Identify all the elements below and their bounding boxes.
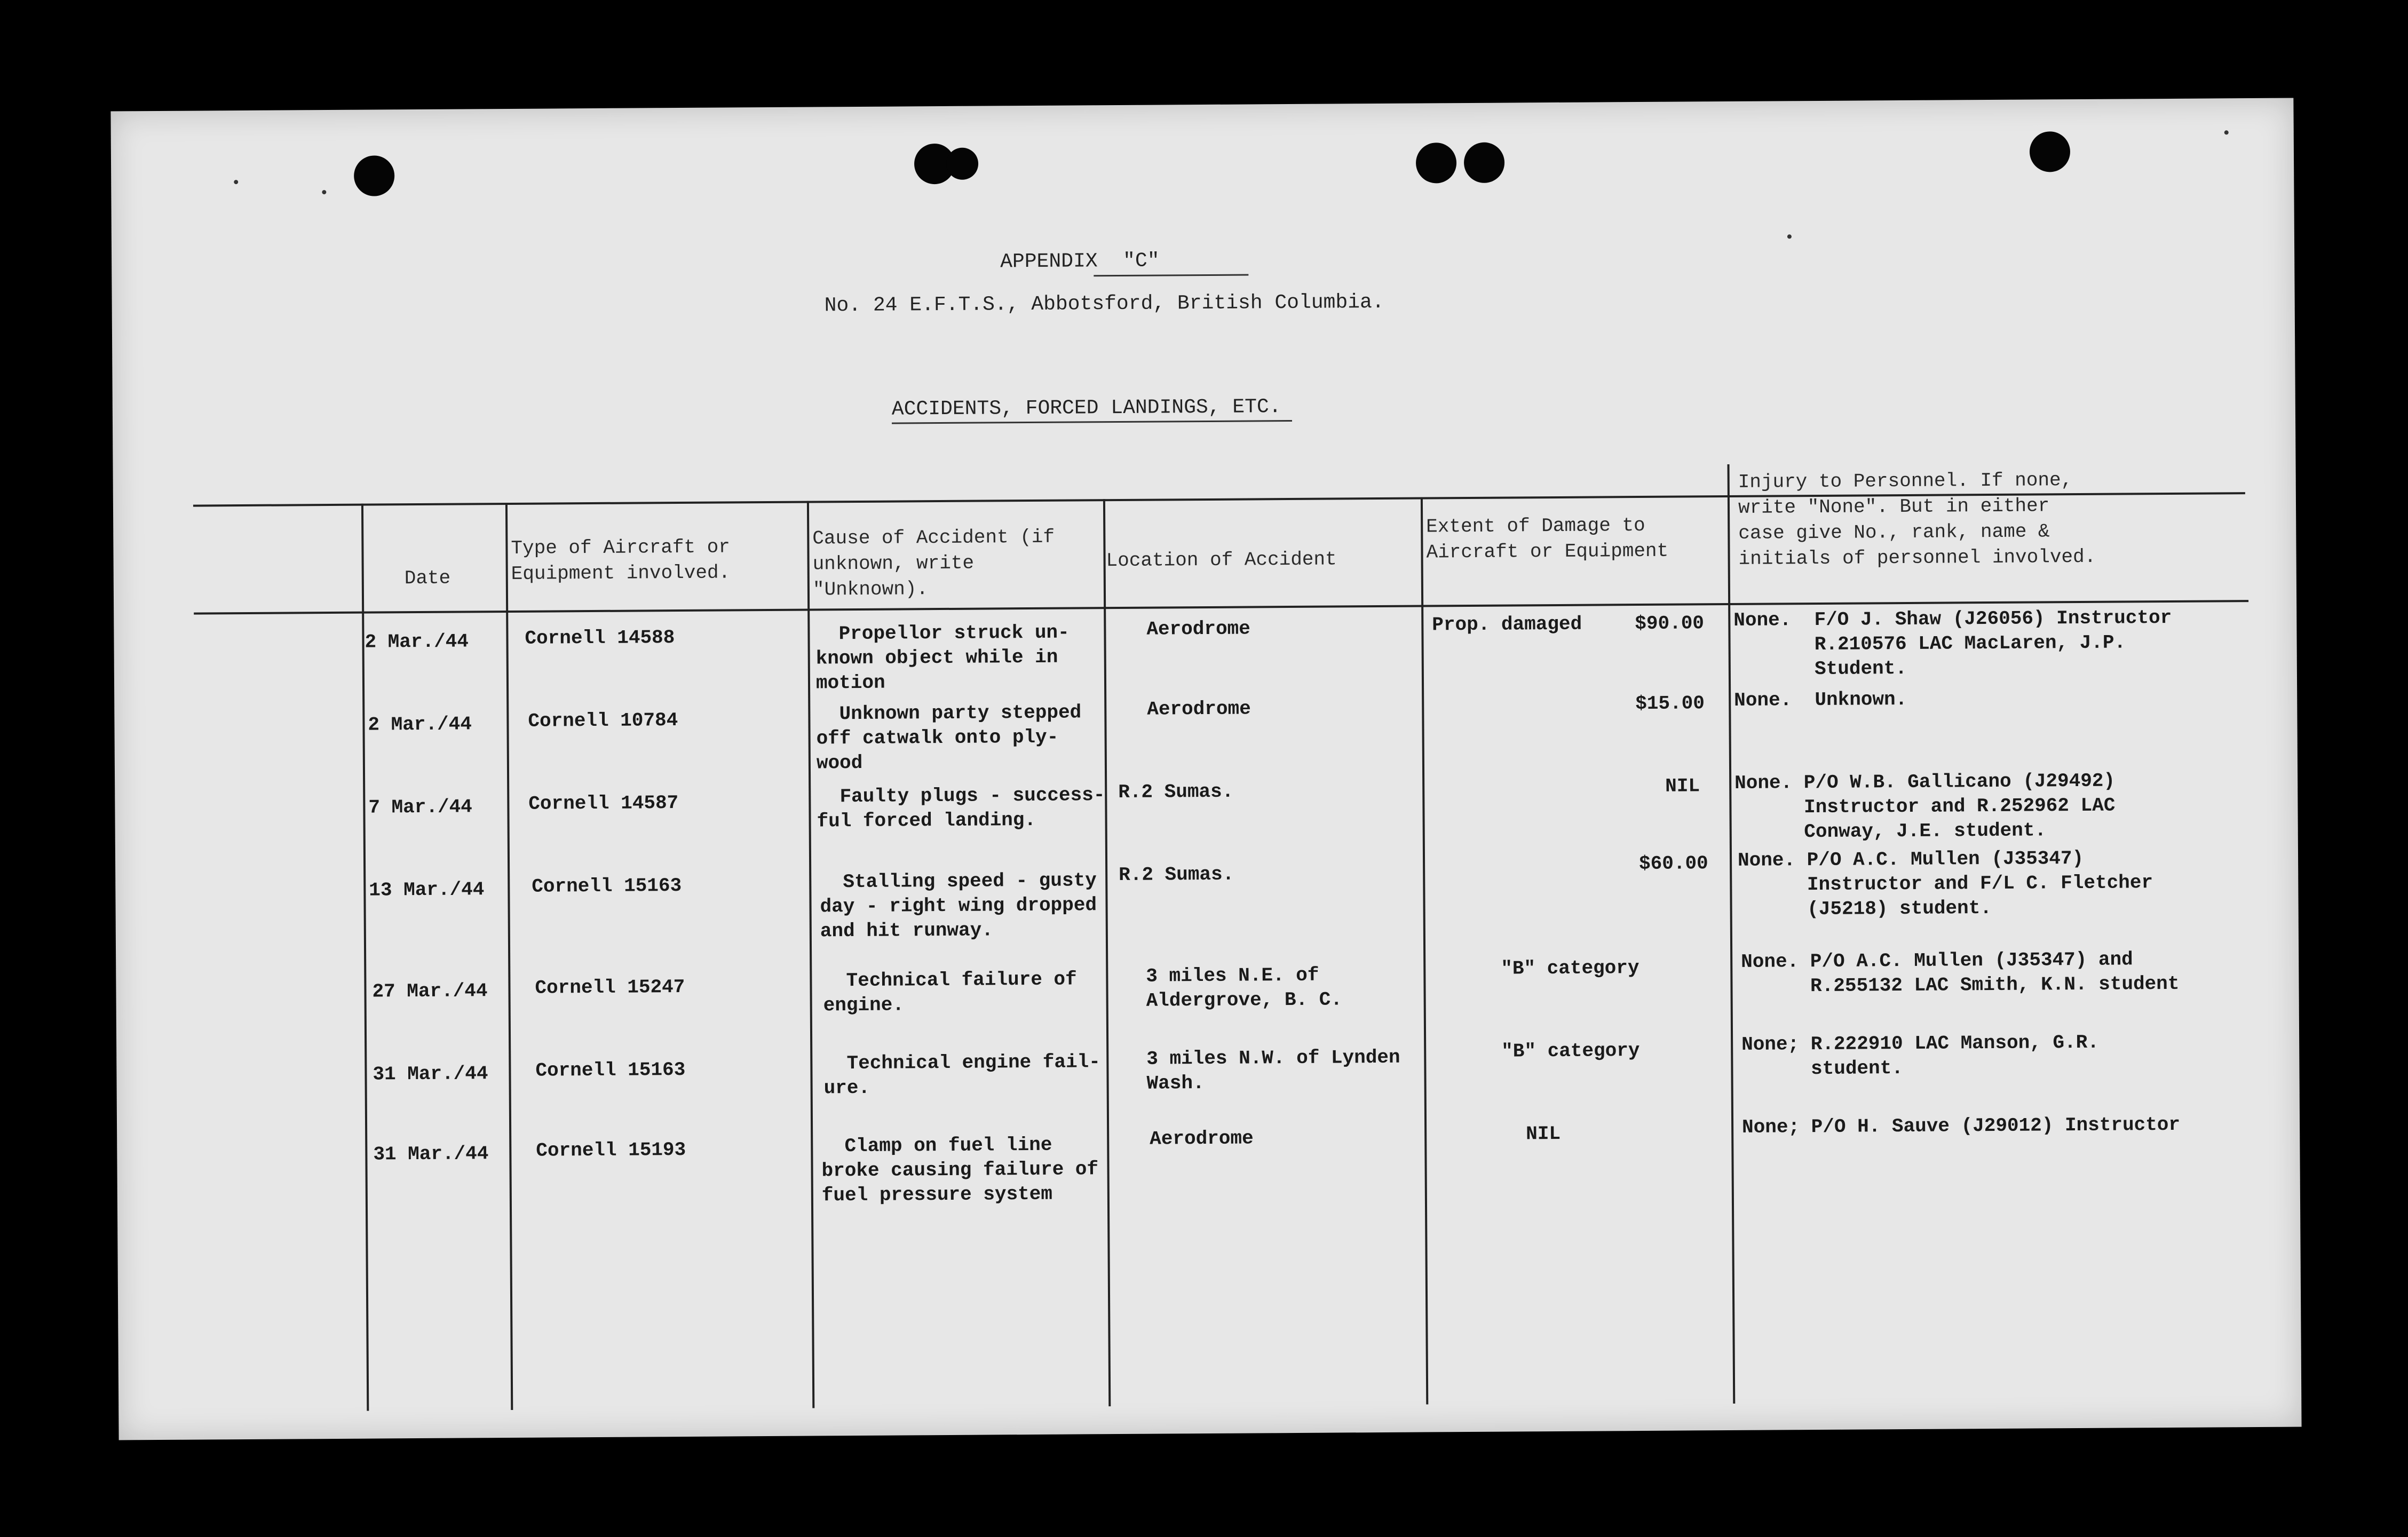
cell-damage: NIL xyxy=(1526,1122,1561,1145)
cell-injury: None. Unknown. xyxy=(1734,688,1907,711)
cell-injury: None. P/O A.C. Mullen (J35347) Instructor and F/L C. Fletcher (J5218) student. xyxy=(1737,847,2153,921)
cell-date: 31 Mar./44 xyxy=(373,1063,488,1086)
punch-hole xyxy=(1464,142,1504,183)
cell-cost: $60.00 xyxy=(1638,852,1708,875)
punch-hole xyxy=(2030,131,2070,172)
cell-cause: Faulty plugs - success- ful forced landing. xyxy=(817,784,1105,833)
cell-aircraft: Cornell 10784 xyxy=(528,709,678,732)
punch-hole xyxy=(1416,142,1456,183)
cell-injury: None. P/O A.C. Mullen (J35347) and R.255132 LAC Smith, K.N. student xyxy=(1741,948,2180,997)
cell-location: Aerodrome xyxy=(1150,1127,1254,1150)
cell-location: Aerodrome xyxy=(1146,617,1250,640)
cell-date: 7 Mar./44 xyxy=(368,796,472,819)
cell-cause: Technical engine fail- ure. xyxy=(823,1051,1100,1099)
column-divider xyxy=(1103,499,1111,1406)
header-cause: Cause of Accident (if unknown, write "Unknown). xyxy=(812,526,1055,601)
cell-cause: Unknown party stepped off catwalk onto ply- wood xyxy=(816,701,1082,774)
ink-speck xyxy=(234,180,238,184)
punch-hole xyxy=(946,148,978,180)
cell-cost: $15.00 xyxy=(1635,692,1705,715)
punch-hole xyxy=(354,155,394,196)
cell-aircraft: Cornell 14588 xyxy=(525,627,675,649)
appendix-underline xyxy=(1094,274,1248,276)
column-divider xyxy=(505,503,513,1410)
cell-cause: Stalling speed - gusty day - right wing dropped and hit runway. xyxy=(820,869,1097,942)
column-divider xyxy=(1728,464,1736,1404)
cell-injury: None. P/O W.B. Gallicano (J29492) Instructor and R.252962 LAC Conway, J.E. student. xyxy=(1734,770,2116,843)
ink-speck xyxy=(322,190,326,194)
header-date: Date xyxy=(404,567,451,590)
cell-location: 3 miles N.E. of Aldergrove, B. C. xyxy=(1146,964,1343,1012)
section-title: ACCIDENTS, FORCED LANDINGS, ETC. xyxy=(891,395,1281,421)
header-aircraft-type: Type of Aircraft or Equipment involved. xyxy=(511,536,731,585)
column-divider xyxy=(1421,497,1428,1405)
cell-cost: NIL xyxy=(1665,775,1700,797)
cell-damage: "B" category xyxy=(1501,957,1639,980)
cell-injury: None; R.222910 LAC Manson, G.R. student. xyxy=(1741,1031,2100,1080)
appendix-label: APPENDIX xyxy=(1000,250,1098,274)
document-page xyxy=(110,98,2301,1440)
cell-aircraft: Cornell 15163 xyxy=(532,875,682,898)
cell-cause: Clamp on fuel line broke causing failure of fuel pressure system xyxy=(821,1134,1099,1207)
ink-speck xyxy=(1787,234,1792,239)
cell-cost: $90.00 xyxy=(1635,612,1705,635)
cell-damage: "B" category xyxy=(1501,1040,1640,1063)
cell-location: R.2 Sumas. xyxy=(1119,863,1234,886)
cell-location: Aerodrome xyxy=(1147,698,1251,720)
cell-injury: None. F/O J. Shaw (J26056) Instructor R.210576 LAC MacLaren, J.P. Student. xyxy=(1733,606,2172,680)
header-injury: Injury to Personnel. If none, write "None". But in either case give No., rank, name & initials of personnel involved. xyxy=(1738,469,2096,570)
cell-aircraft: Cornell 15163 xyxy=(535,1058,686,1082)
cell-cause: Propellor struck un- known object while in motion xyxy=(815,621,1070,694)
header-damage: Extent of Damage to Aircraft or Equipment xyxy=(1426,514,1669,564)
cell-date: 13 Mar./44 xyxy=(369,878,485,901)
cell-damage: Prop. damaged xyxy=(1432,613,1582,636)
cell-date: 2 Mar./44 xyxy=(368,713,472,736)
appendix-value: "C" xyxy=(1123,249,1160,273)
cell-location: R.2 Sumas. xyxy=(1118,780,1234,804)
unit-line: No. 24 E.F.T.S., Abbotsford, British Columbia. xyxy=(824,290,1384,318)
cell-aircraft: Cornell 15193 xyxy=(536,1138,686,1162)
header-location: Location of Accident xyxy=(1106,548,1337,572)
cell-cause: Technical failure of engine. xyxy=(823,968,1077,1017)
cell-location: 3 miles N.W. of Lynden Wash. xyxy=(1146,1046,1400,1095)
cell-date: 2 Mar./44 xyxy=(365,630,469,653)
cell-date: 27 Mar./44 xyxy=(372,980,488,1003)
cell-aircraft: Cornell 15247 xyxy=(535,976,685,999)
cell-date: 31 Mar./44 xyxy=(373,1143,489,1166)
ink-speck xyxy=(2224,130,2229,134)
cell-injury: None; P/O H. Sauve (J29012) Instructor xyxy=(1741,1113,2181,1138)
cell-aircraft: Cornell 14587 xyxy=(528,792,679,815)
column-divider xyxy=(807,501,814,1408)
